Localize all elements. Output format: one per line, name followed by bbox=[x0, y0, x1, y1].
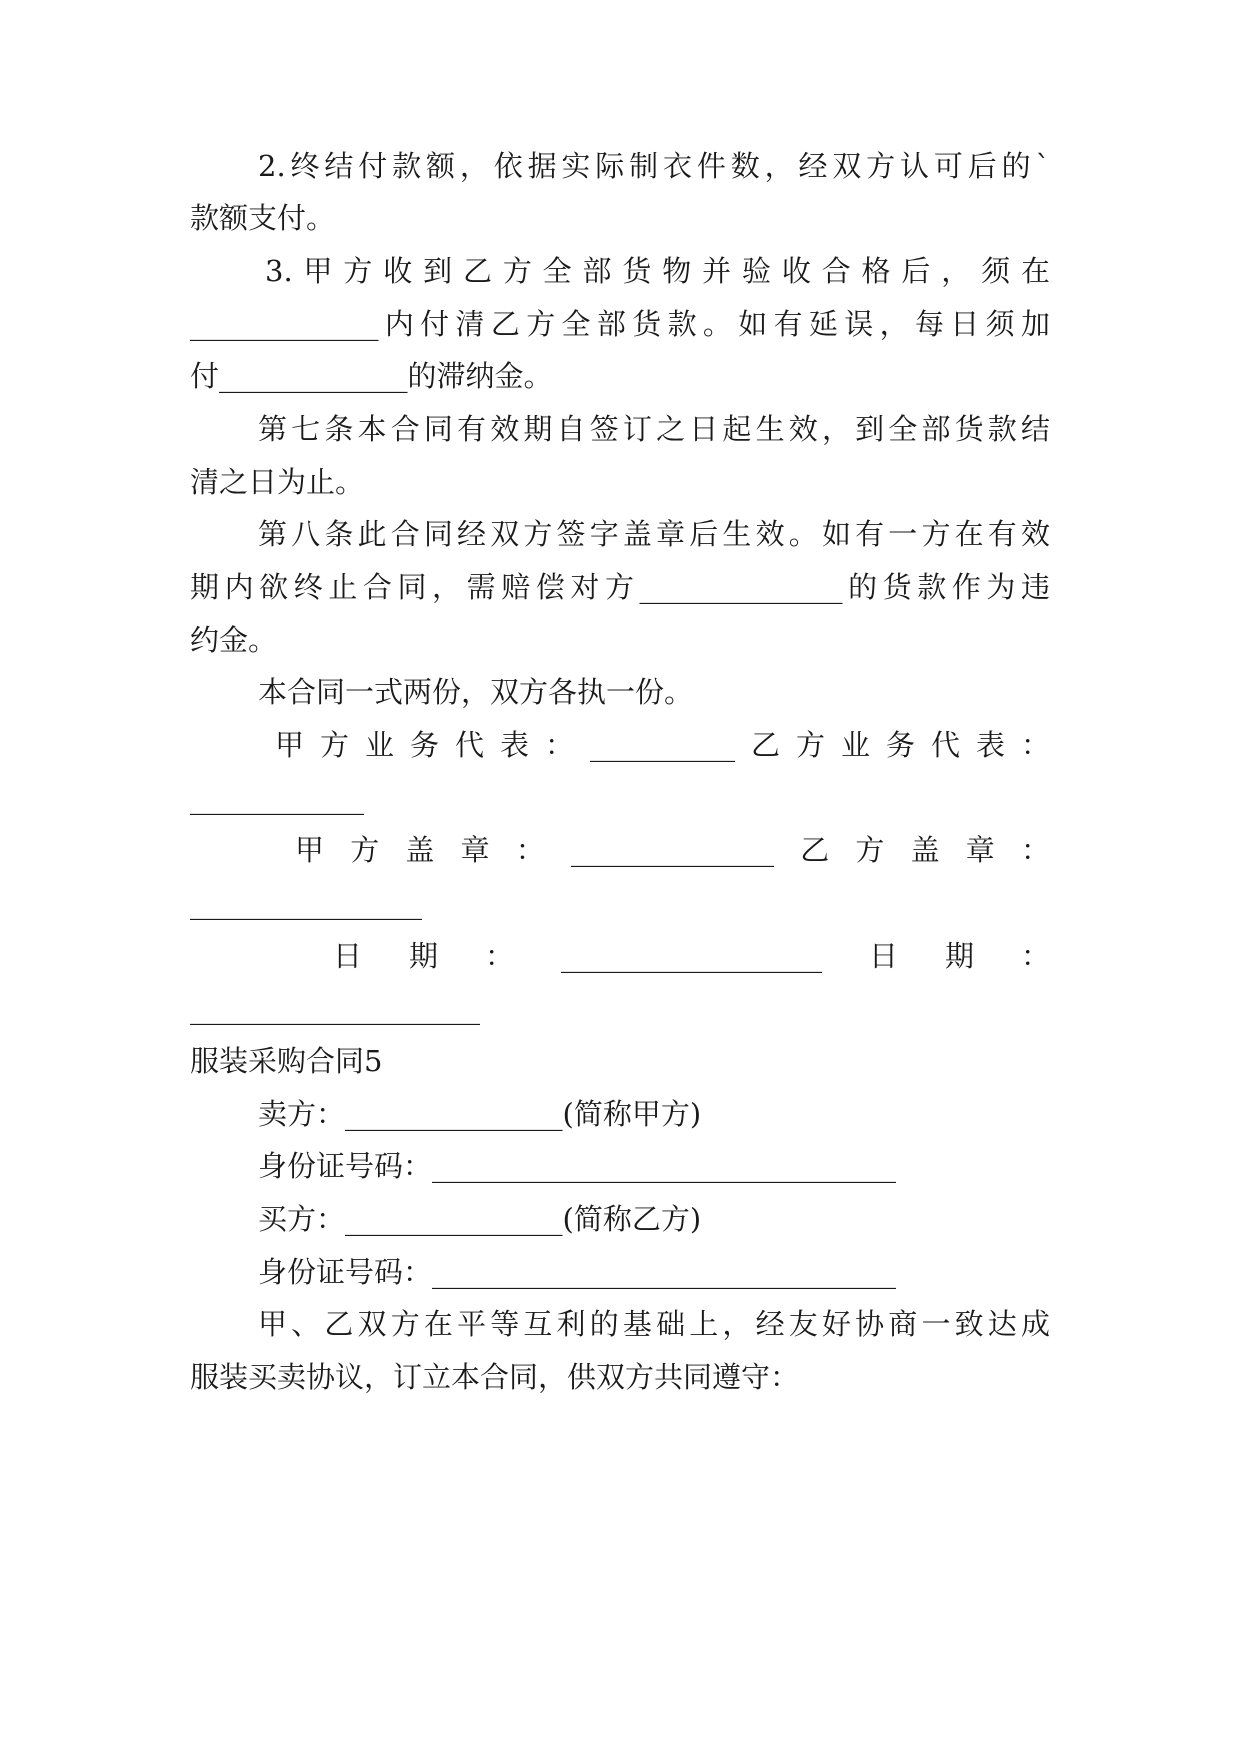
text-line-6: 第七条本合同有效期自签订之日起生效，到全部货款结 bbox=[258, 412, 1050, 446]
text-line-11: 本合同一式两份，双方各执一份。 bbox=[258, 675, 694, 709]
text-line-15: ________________ bbox=[190, 886, 422, 920]
text-line-17: ____________________ bbox=[190, 991, 480, 1025]
text-line-21: 买方：_______________(简称乙方) bbox=[258, 1202, 702, 1236]
text-line-4: _____________内付清乙方全部货款。如有延误，每日须加 bbox=[190, 307, 1050, 341]
text-line-13: ____________ bbox=[190, 781, 364, 815]
text-line-23: 甲、乙双方在平等互利的基础上，经友好协商一致达成 bbox=[258, 1307, 1050, 1341]
text-line-9: 期内欲终止合同，需赔偿对方______________的货款作为违 bbox=[190, 570, 1050, 604]
text-line-8: 第八条此合同经双方签字盖章后生效。如有一方在有效 bbox=[258, 517, 1050, 551]
text-line-7: 清之日为止。 bbox=[190, 465, 365, 499]
text-line-5: 付_____________的滞纳金。 bbox=[190, 359, 553, 393]
text-line-24: 服装买卖协议，订立本合同，供双方共同遵守： bbox=[190, 1360, 800, 1394]
text-line-19: 卖方：_______________(简称甲方) bbox=[258, 1097, 702, 1131]
text-line-22: 身份证号码：________________________________ bbox=[258, 1255, 897, 1289]
text-line-12: 甲方业务代表：__________乙方业务代表： bbox=[275, 728, 1050, 762]
text-line-16: 日期：__________________日期： bbox=[333, 939, 1050, 973]
text-line-20: 身份证号码：________________________________ bbox=[258, 1149, 897, 1183]
text-line-1: 2.终结付款额，依据实际制衣件数，经双方认可后的` bbox=[258, 149, 1050, 183]
text-line-3: 3.甲方收到乙方全部货物并验收合格后，须在 bbox=[265, 254, 1050, 288]
text-line-2: 款额支付。 bbox=[190, 201, 336, 235]
section-title: 服装采购合同5 bbox=[190, 1044, 383, 1078]
text-line-14: 甲方盖章：______________乙方盖章： bbox=[295, 833, 1050, 867]
text-line-10: 约金。 bbox=[190, 623, 278, 657]
